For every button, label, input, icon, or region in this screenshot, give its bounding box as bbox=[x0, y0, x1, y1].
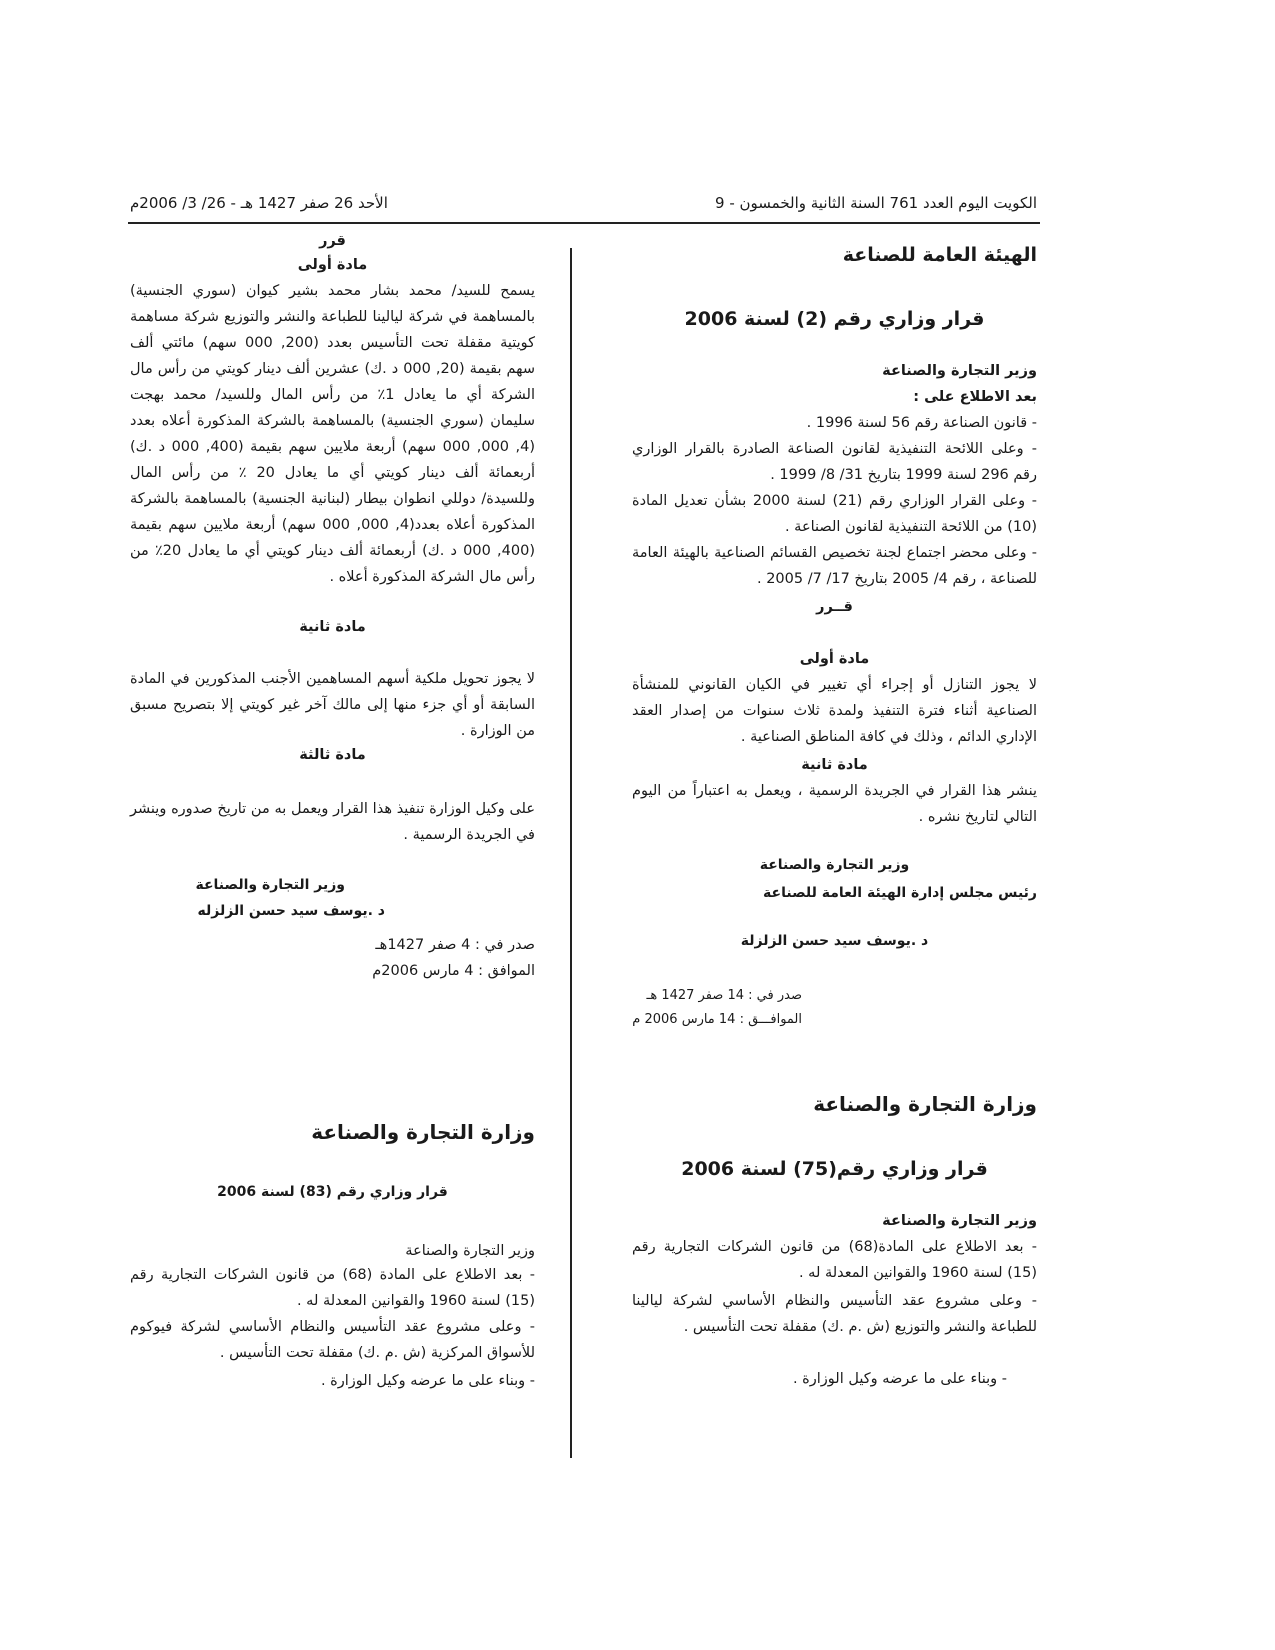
decision-left-article-2-text: لا يجوز تحويل ملكية أسهم المساهمين الأجنب المذكورين في المادة السابقة أو أي جزء منها إلى مالك آخر غير كويتي إلا بتصريح مسبق من الوزارة . bbox=[130, 671, 535, 739]
decision-2-item-2: - وعلى اللائحة التنفيذية لقانون الصناعة الصادرة بالقرار الوزاري رقم 296 لسنة 1999 بتاريخ 31/ 8/ 1999 . bbox=[632, 441, 1037, 483]
decision-left-article-3-text: على وكيل الوزارة تنفيذ هذا القرار ويعمل به من تاريخ صدوره وينشر في الجريدة الرسمية . bbox=[130, 801, 535, 843]
ministry-title-left: وزارة التجارة والصناعة bbox=[311, 1120, 535, 1144]
right-column bbox=[632, 240, 1037, 1420]
decision-2-after-review: بعد الاطلاع على : bbox=[913, 389, 1037, 405]
decision-2-article-1-text: لا يجوز التنازل أو إجراء أي تغيير في الكيان القانوني للمنشأة الصناعية أثناء فترة التنفيذ ولمدة ثلاث سنوات من إصدار العقد الإداري الدائم ، وذلك في كافة المناطق الصناعية . bbox=[632, 677, 1037, 745]
decision-83-item-2: - وعلى مشروع عقد التأسيس والنظام الأساسي لشركة فيوكوم للأسواق المركزية (ش .م .ك) مقفلة تحت التأسيس . bbox=[130, 1319, 535, 1361]
decision-75-item-1: - بعد الاطلاع على المادة(68) من قانون الشركات التجارية رقم (15) لسنة 1960 والقوانين المعدلة له . bbox=[632, 1239, 1037, 1281]
decision-left-corresponding: الموافق : 4 مارس 2006م bbox=[372, 963, 535, 979]
decision-left-article-3-title: مادة ثالثة bbox=[299, 747, 366, 763]
ministry-title-right: وزارة التجارة والصناعة bbox=[813, 1092, 1037, 1116]
decision-2-decided: قــرر bbox=[816, 599, 853, 615]
decision-2-article-2-text: ينشر هذا القرار في الجريدة الرسمية ، ويعمل به اعتباراً من اليوم التالي لتاريخ نشره . bbox=[632, 783, 1037, 825]
header-rule bbox=[128, 222, 1040, 224]
decision-left-sig-title: وزير التجارة والصناعة bbox=[195, 877, 345, 893]
decision-75-minister: وزير التجارة والصناعة bbox=[882, 1213, 1037, 1229]
agency-title: الهيئة العامة للصناعة bbox=[842, 244, 1037, 266]
decision-2-item-1: - قانون الصناعة رقم 56 لسنة 1996 . bbox=[806, 415, 1037, 431]
decision-2-article-1-title: مادة أولى bbox=[799, 651, 870, 667]
decision-2-item-3: - وعلى القرار الوزاري رقم (21) لسنة 2000 بشأن تعديل المادة (10) من اللائحة التنفيذية لقانون الصناعة . bbox=[632, 493, 1037, 535]
decision-left-decided: قرر bbox=[319, 233, 346, 249]
decision-2-sig-name: د .يوسف سيد حسن الزلزلة bbox=[740, 933, 929, 949]
decision-2-article-2-title: مادة ثانية bbox=[801, 757, 868, 773]
decision-83-minister: وزير التجارة والصناعة bbox=[405, 1243, 535, 1259]
decision-left-sig-name: د .يوسف سيد حسن الزلزله bbox=[197, 903, 385, 919]
decision-2-sig-title-2: رئيس مجلس إدارة الهيئة العامة للصناعة bbox=[763, 885, 1037, 901]
decision-2-minister: وزير التجارة والصناعة bbox=[882, 363, 1037, 379]
decision-75-item-2: - وعلى مشروع عقد التأسيس والنظام الأساسي لشركة ليالينا للطباعة والنشر والتوزيع (ش .م .ك) مقفلة تحت التأسيس . bbox=[632, 1293, 1037, 1335]
decision-83-item-1: - بعد الاطلاع على المادة (68) من قانون الشركات التجارية رقم (15) لسنة 1960 والقوانين المعدلة له . bbox=[130, 1267, 535, 1309]
decision-83-item-3: - وبناء على ما عرضه وكيل الوزارة . bbox=[320, 1373, 535, 1389]
decision-left-article-1-title: مادة أولى bbox=[297, 257, 368, 273]
decision-left-article-2-title: مادة ثانية bbox=[299, 619, 366, 635]
decision-2-corresponding: الموافـــق : 14 مارس 2006 م bbox=[632, 1012, 802, 1027]
decision-left-issued: صدر في : 4 صفر 1427هـ bbox=[375, 937, 535, 953]
decision-2-item-4: - وعلى محضر اجتماع لجنة تخصيص القسائم الصناعية بالهيئة العامة للصناعة ، رقم 4/ 2005 بتاريخ 17/ 7/ 2005 . bbox=[632, 545, 1037, 587]
decision-left-article-1-text: يسمح للسيد/ محمد بشار محمد بشير كيوان (سوري الجنسية) بالمساهمة في شركة ليالينا للطباعة والنشر والتوزيع شركة مساهمة كويتية مقفلة تحت التأسيس بعدد (200, 000 سهم) مائتي ألف سهم بقيمة (20, 000 د .ك) عشرين ألف دينار كويتي من رأس مال الشركة أي ما يعادل 1٪ من رأس المال وللسيد/ محمد بهجت سليمان (سوري الجنسية) بالمساهمة بالشركة المذكورة أعلاه بعدد (4, 000, 000 سهم) أربعة ملايين سهم بقيمة (400, 000 د .ك) أربعمائة ألف دينار كويتي أي ما يعادل 20 ٪ من رأس المال وللسيدة/ دوللي انطوان بيطار (لبنانية الجنسية) بالمساهمة بالشركة المذكورة أعلاه بعدد(4, 000, 000 سهم) أربعة ملايين سهم بقيمة (400, 000 د .ك) أربعمائة ألف دينار كويتي أي ما يعادل 20٪ من رأس مال الشركة المذكورة أعلاه . bbox=[130, 283, 536, 585]
page-header-date: الأحد 26 صفر 1427 هـ - 26/ 3/ 2006م bbox=[130, 194, 388, 212]
decision-2-issued: صدر في : 14 صفر 1427 هـ bbox=[646, 988, 802, 1003]
left-column bbox=[130, 228, 535, 1428]
column-divider bbox=[570, 248, 572, 1458]
decision-83-title: قرار وزاري رقم (83) لسنة 2006 bbox=[217, 1184, 448, 1200]
decision-75-title: قرار وزاري رقم(75) لسنة 2006 bbox=[681, 1158, 988, 1180]
decision-2-title: قرار وزاري رقم (2) لسنة 2006 bbox=[684, 308, 985, 330]
decision-2-sig-title-1: وزير التجارة والصناعة bbox=[759, 857, 910, 873]
decision-75-item-3: - وبناء على ما عرضه وكيل الوزارة . bbox=[792, 1371, 1007, 1387]
page-header-issue: الكويت اليوم العدد 761 السنة الثانية والخمسون - 9 bbox=[715, 194, 1037, 212]
